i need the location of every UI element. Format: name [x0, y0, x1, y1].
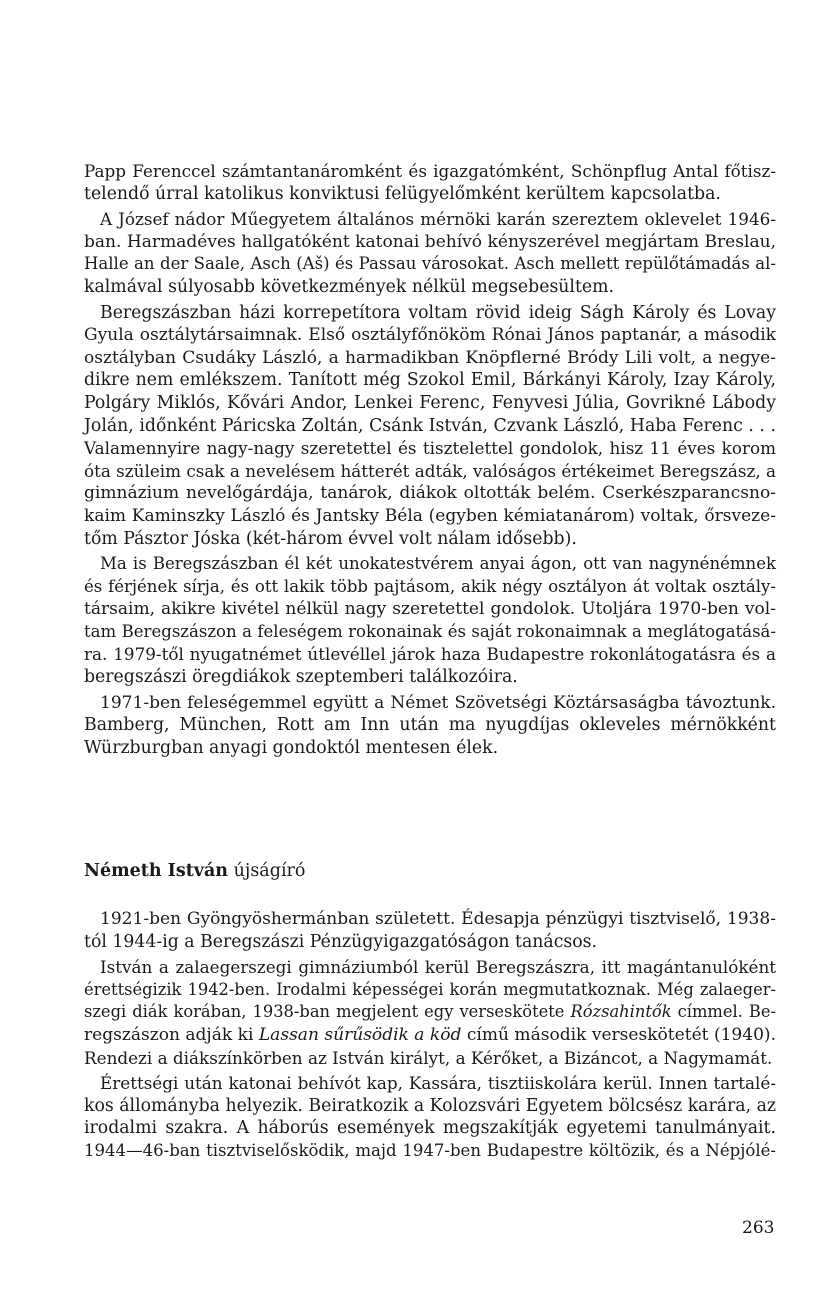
text-line: Valamennyire nagy-nagy szeretettel és tisztelettel gondolok, hisz 11 éves korom [84, 438, 776, 459]
text-line: ra. 1979-től nyugatnémet útlevéllel járok haza Budapestre rokonlátogatásra és a [84, 644, 776, 665]
paragraph-1 [84, 160, 776, 205]
text-line: osztályban Csudáky László, a harmadikban Knöpflerné Bródy Lili volt, a negye- [84, 347, 776, 368]
text-line: Polgáry Miklós, Kővári Andor, Lenkei Ferenc, Fenyvesi Júlia, Govrikné Lábody [84, 392, 776, 413]
text-line: 1971-ben feleségemmel együtt a Német Szövetségi Köztársaságba távoztunk. [100, 692, 776, 713]
text-line: 1921-ben Gyöngyöshermánban született. Édesapja pénzügyi tisztviselő, 1938- [100, 909, 776, 929]
text-line: kalmával súlyosabb következmények nélkül megsebesültem. [84, 276, 615, 297]
text-line: telendő úrral katolikus konviktusi felügyelőmként kerültem kapcsolatba. [84, 183, 721, 204]
book-title: Rózsahintők [570, 1002, 672, 1022]
paragraph-8 [84, 1072, 776, 1162]
book-title: Lassan sűrűsödik a köd [258, 1024, 462, 1045]
text-line: érettségizik 1942-ben. Irodalmi képességei korán megmutatkoznak. Még zalaeger- [84, 979, 776, 999]
paragraph-4 [84, 553, 776, 689]
text-run: című második verseskötetét (1940). [461, 1024, 776, 1045]
text-line: Halle an der Saale, Asch (Aš) és Passau városokat. Asch mellett repülőtámadás al- [84, 254, 776, 274]
text-line: ban. Harmadéves hallgatóként katonai behívó kényszerével megjártam Breslau, [84, 231, 776, 252]
paragraph-2 [84, 208, 776, 298]
text-line: gimnázium nevelőgárdája, tanárok, diákok oltották belém. Cserkészparancsno- [84, 483, 776, 504]
text-line: Jolán, időnként Páricska Zoltán, Csánk István, Czvank László, Haba Ferenc . . . [84, 415, 776, 436]
text-line: 1944—46-ban tisztviselősködik, majd 1947-ben Budapestre költözik, és a Népjólé- [84, 1140, 776, 1160]
text-run: regszászon adják ki [84, 1024, 259, 1045]
text-line [84, 1024, 776, 1047]
section-heading [84, 860, 305, 882]
text-line: Bamberg, München, Rott am Inn után ma nyugdíjas okleveles mérnökként [84, 715, 776, 736]
text-line: óta szüleim csak a nevelésem hátterét adták, valóságos értékeimet Beregszász, a [84, 460, 776, 481]
text-line: beregszászi öregdiákok szeptemberi találkozóira. [84, 667, 518, 688]
paragraph-6 [84, 908, 776, 953]
text-line: kaim Kaminszky László és Jantsky Béla (egyben kémiatanárom) voltak, őrsveze- [84, 505, 776, 526]
text-line: tól 1944-ig a Beregszászi Pénzügyigazgatóságon tanácsos. [84, 931, 598, 952]
text-line: kos állományba helyezik. Beiratkozik a Kolozsvári Egyetem bölcsész karára, az [84, 1095, 776, 1116]
text-line: dikre nem emlékszem. Tanított még Szokol Emil, Bárkányi Károly, Izay Károly, [84, 370, 776, 391]
text-line: és férjének sírja, és ott lakik több pajtásom, akik négy osztályon át voltak osztály- [84, 576, 776, 596]
text-line: Ma is Beregszászban él két unokatestvérem anyai ágon, ott van nagynénémnek [100, 554, 776, 574]
text-line: Gyula osztálytársaimnak. Első osztályfőnököm Rónai János paptanár, a második [84, 325, 776, 346]
text-line: társaim, akikre kivétel nélkül nagy szeretettel gondolok. Utoljára 1970-ben vol- [84, 599, 776, 620]
text-line [84, 1001, 776, 1024]
page-number: 263 [742, 1218, 775, 1238]
text-line: tőm Pásztor Jóska (két-három évvel volt nálam idősebb). [84, 528, 577, 549]
text-line: Würzburgban anyagi gondoktól mentesen élek. [84, 737, 499, 758]
paragraph-7 [84, 956, 776, 1069]
text-line: Érettségi után katonai behívót kap, Kassára, tisztiiskolára kerül. Innen tartalé- [100, 1073, 776, 1094]
page-body-top [84, 160, 776, 759]
text-line: Rendezi a diákszínkörben az István királyt, a Kérőket, a Bizáncot, a Nagymamát. [84, 1047, 773, 1068]
heading-name: Németh István [84, 861, 229, 881]
paragraph-5 [84, 692, 776, 760]
text-run: címmel. Be- [671, 1002, 776, 1022]
text-line: István a zalaegerszegi gimnáziumból kerül Beregszászra, itt magántanulóként [100, 957, 776, 978]
text-line: Beregszászban házi korrepetítora voltam rövid ideig Ságh Károly és Lovay [100, 302, 776, 323]
text-line: tam Beregszászon a feleségem rokonainak és saját rokonaimnak a meglátogatásá- [84, 621, 776, 641]
heading-role: újságíró [233, 861, 306, 881]
paragraph-3 [84, 302, 776, 551]
text-line: A József nádor Műegyetem általános mérnöki karán szereztem oklevelet 1946- [100, 209, 776, 230]
text-line: irodalmi szakra. A háborús események megszakítják egyetemi tanulmányait. [84, 1118, 776, 1139]
text-run: szegi diák korában, 1938-ban megjelent egy verseskötete [84, 1002, 571, 1022]
page-body-bottom [84, 908, 776, 1163]
text-line: Papp Ferenccel számtantanáromként és igazgatómként, Schönpflug Antal főtisz- [84, 161, 776, 181]
